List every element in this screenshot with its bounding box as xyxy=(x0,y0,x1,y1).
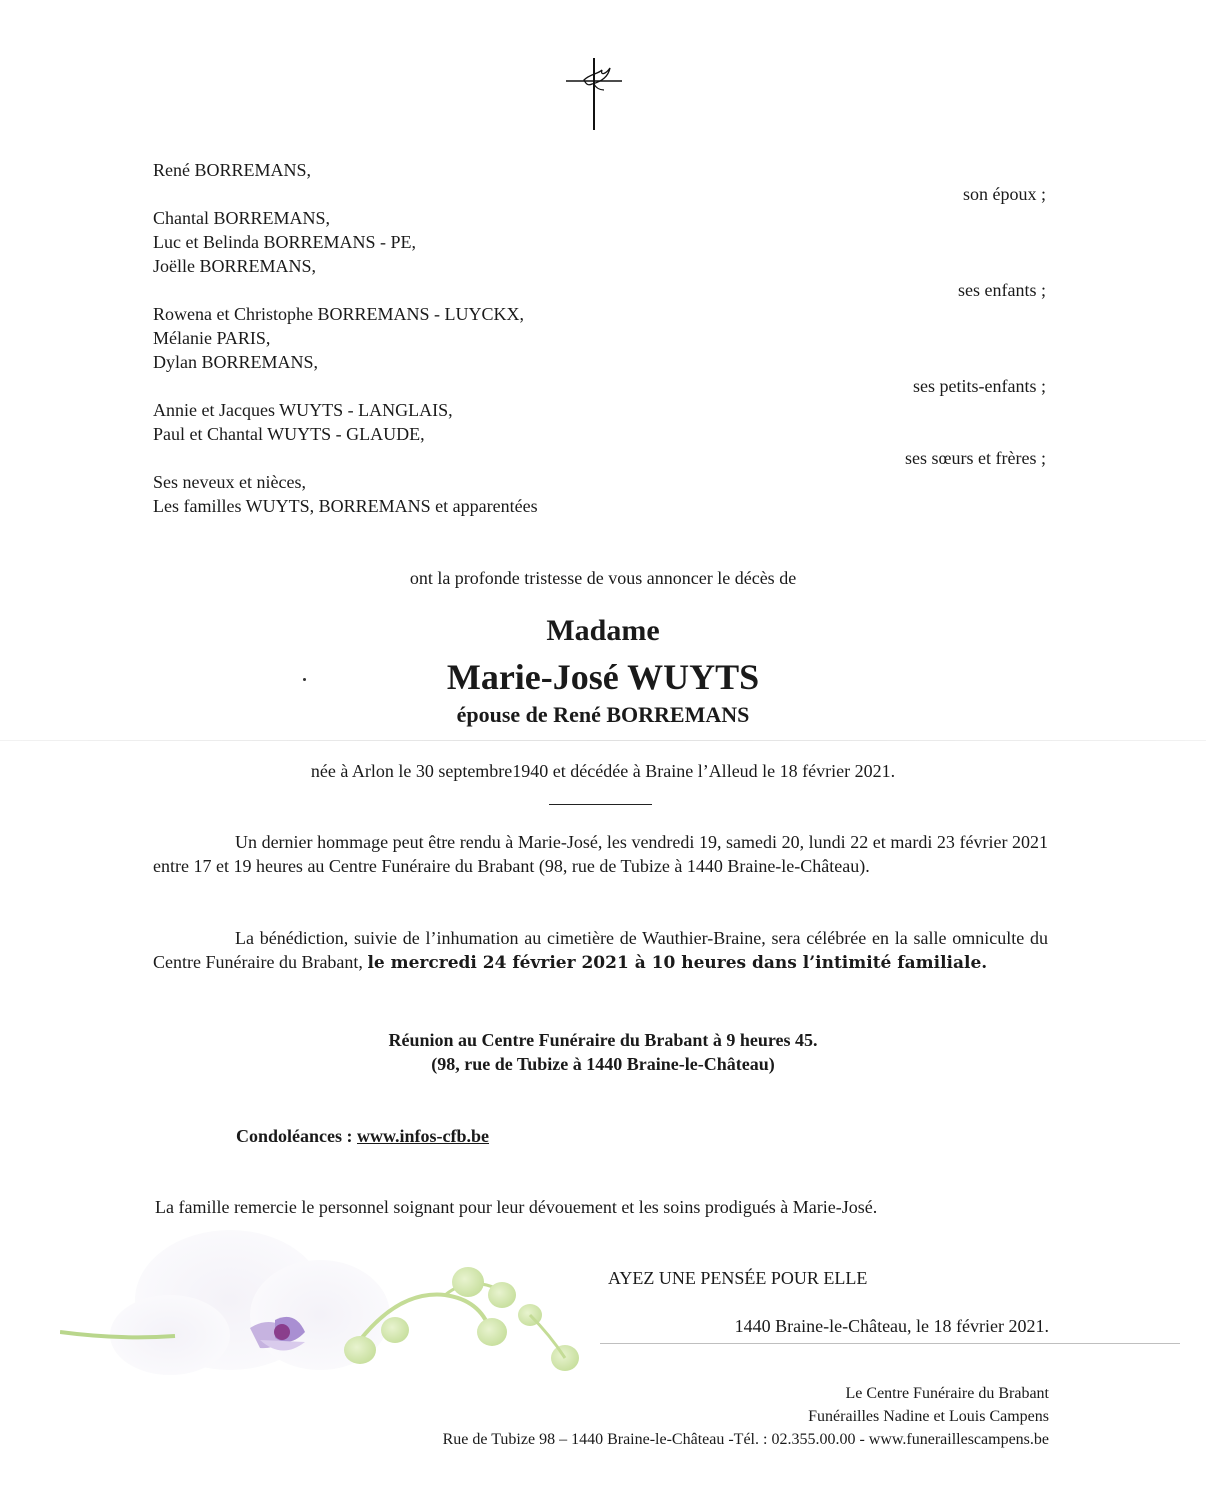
deceased-spouse: épouse de René BORREMANS xyxy=(456,702,750,727)
blessing-text: La bénédiction, suivie de l’inhumation au cimetière de Wauthier-Braine, sera célébrée en la salle omniculte du Centre Funéraire du Brabant, xyxy=(153,928,1048,972)
family-name: Luc et Belinda BORREMANS - PE, xyxy=(153,232,416,252)
announcement-text: ont la profonde tristesse de vous annoncer le décès de xyxy=(409,568,797,588)
separator-line xyxy=(549,804,652,805)
family-name: Rowena et Christophe BORREMANS - LUYCKX, xyxy=(153,304,524,324)
footer-contact: Rue de Tubize 98 – 1440 Braine-le-Château -Tél. : 02.355.00.00 - www.funeraillescampens.be xyxy=(442,1431,1049,1448)
family-name: Ses neveux et nièces, xyxy=(153,472,306,492)
family-name: Mélanie PARIS, xyxy=(153,328,271,348)
family-name: Les familles WUYTS, BORREMANS et apparentées xyxy=(153,496,538,516)
family-group-siblings xyxy=(153,398,453,446)
deceased-name: Marie-José WUYTS xyxy=(446,657,760,697)
orchid-flower-icon xyxy=(60,1220,620,1410)
divider-line xyxy=(600,1343,1180,1344)
family-group-grandchildren xyxy=(153,302,524,374)
family-name: Chantal BORREMANS, xyxy=(153,208,331,228)
family-group-children xyxy=(153,206,416,278)
family-name: Dylan BORREMANS, xyxy=(153,352,319,372)
paper-fold xyxy=(0,740,1206,741)
deceased-title: Madame xyxy=(546,614,660,647)
family-name: René BORREMANS, xyxy=(153,160,312,180)
cross-with-dove-icon xyxy=(560,58,626,134)
relation-children: ses enfants ; xyxy=(958,280,1046,300)
relation-siblings: ses sœurs et frères ; xyxy=(905,448,1046,468)
condolences-link[interactable]: www.infos-cfb.be xyxy=(357,1126,490,1146)
family-name: Annie et Jacques WUYTS - LANGLAIS, xyxy=(153,400,453,420)
meeting-line-1: Réunion au Centre Funéraire du Brabant à 9 heures 45. xyxy=(388,1030,818,1050)
meeting-line-2: (98, rue de Tubize à 1440 Braine-le-Château) xyxy=(431,1054,775,1074)
place-date: 1440 Braine-le-Château, le 18 février 2021. xyxy=(734,1316,1049,1336)
relation-grandchildren: ses petits-enfants ; xyxy=(913,376,1046,396)
birth-death-text: née à Arlon le 30 septembre1940 et décédée à Braine l’Alleud le 18 février 2021. xyxy=(310,761,896,781)
relation-spouse: son époux ; xyxy=(963,184,1046,204)
closing-phrase: AYEZ UNE PENSÉE POUR ELLE xyxy=(608,1268,868,1288)
condolences xyxy=(236,1124,489,1148)
condolences-label: Condoléances : xyxy=(236,1126,357,1146)
family-group-spouse xyxy=(153,158,311,182)
tribute-paragraph xyxy=(153,830,1048,878)
footer-subtitle: Funérailles Nadine et Louis Campens xyxy=(808,1408,1049,1425)
family-name: Paul et Chantal WUYTS - GLAUDE, xyxy=(153,424,425,444)
blessing-paragraph xyxy=(153,926,1048,975)
family-group-extended xyxy=(153,470,538,518)
blessing-date: le mercredi 24 février 2021 à 10 heures dans l’intimité familiale. xyxy=(367,953,988,973)
footer-company: Le Centre Funéraire du Brabant xyxy=(845,1385,1049,1402)
thanks-text: La famille remercie le personnel soignant pour leur dévouement et les soins prodigués à Marie-José. xyxy=(155,1197,878,1217)
tribute-text: Un dernier hommage peut être rendu à Marie-José, les vendredi 19, samedi 20, lundi 22 et mardi 23 février 2021 entre 17 et 19 heures au Centre Funéraire du Brabant (98, rue de Tubize à 1440 Braine-le-Château). xyxy=(153,832,1048,876)
family-name: Joëlle BORREMANS, xyxy=(153,256,317,276)
